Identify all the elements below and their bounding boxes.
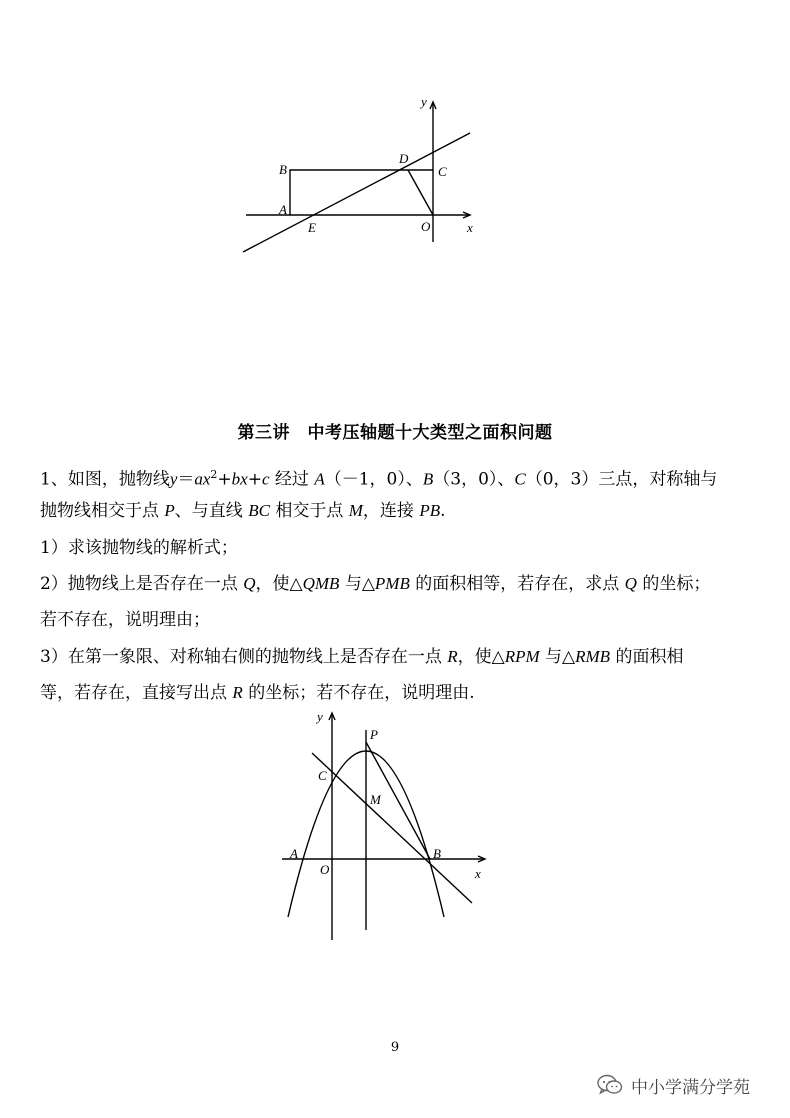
fig1-label-a: A (279, 202, 287, 217)
fig2-line-bc (312, 753, 472, 903)
fig1-label-x: x (467, 220, 473, 235)
wechat-icon (597, 1074, 623, 1096)
problem-line-3: 1）求该抛物线的解析式； (40, 538, 238, 558)
section-title: 第三讲 中考压轴题十大类型之面积问题 (237, 423, 553, 443)
fig2-label-x: x (475, 866, 481, 881)
fig2-label-y: y (317, 709, 323, 724)
fig1-label-y: y (421, 94, 427, 109)
fig2-label-m: M (370, 792, 381, 807)
watermark-text: 中小学满分学苑 (631, 1077, 750, 1098)
page-number: 9 (390, 1040, 400, 1055)
fig1-label-o: O (421, 219, 431, 234)
problem-line-7: 等，若存在，直接写出点 R 的坐标；若不存在，说明理由. (40, 683, 475, 703)
problem-line-6: 3）在第一象限、对称轴右侧的抛物线上是否存在一点 R，使△RPM 与△RMB 的面积相 (40, 647, 684, 667)
fig1-label-c: C (438, 164, 447, 179)
watermark (597, 1072, 750, 1098)
fig1-label-b: B (279, 162, 287, 177)
fig2-label-c: C (318, 768, 327, 783)
problem-line-4: 2）抛物线上是否存在一点 Q，使△QMB 与△PMB 的面积相等，若存在，求点 Q 的坐标； (40, 574, 711, 594)
problem-line-1: 1、如图，抛物线$y=ax^2+bx+c$ 经过 A（－1，0）、B（3，0）、C（0，3）三点，对称轴与 (40, 468, 718, 490)
problem-line-5: 若不存在，说明理由； (40, 610, 210, 630)
fig2-label-b: B (433, 846, 441, 861)
fig2-label-a: A (290, 846, 298, 861)
fig2-label-o: O (320, 862, 330, 877)
fig1-label-d: D (399, 151, 409, 166)
fig2-label-p: P (370, 727, 378, 742)
fig1-label-e: E (308, 220, 316, 235)
problem-line-2: 抛物线相交于点 P、与直线 BC 相交于点 M，连接 PB. (40, 501, 446, 521)
